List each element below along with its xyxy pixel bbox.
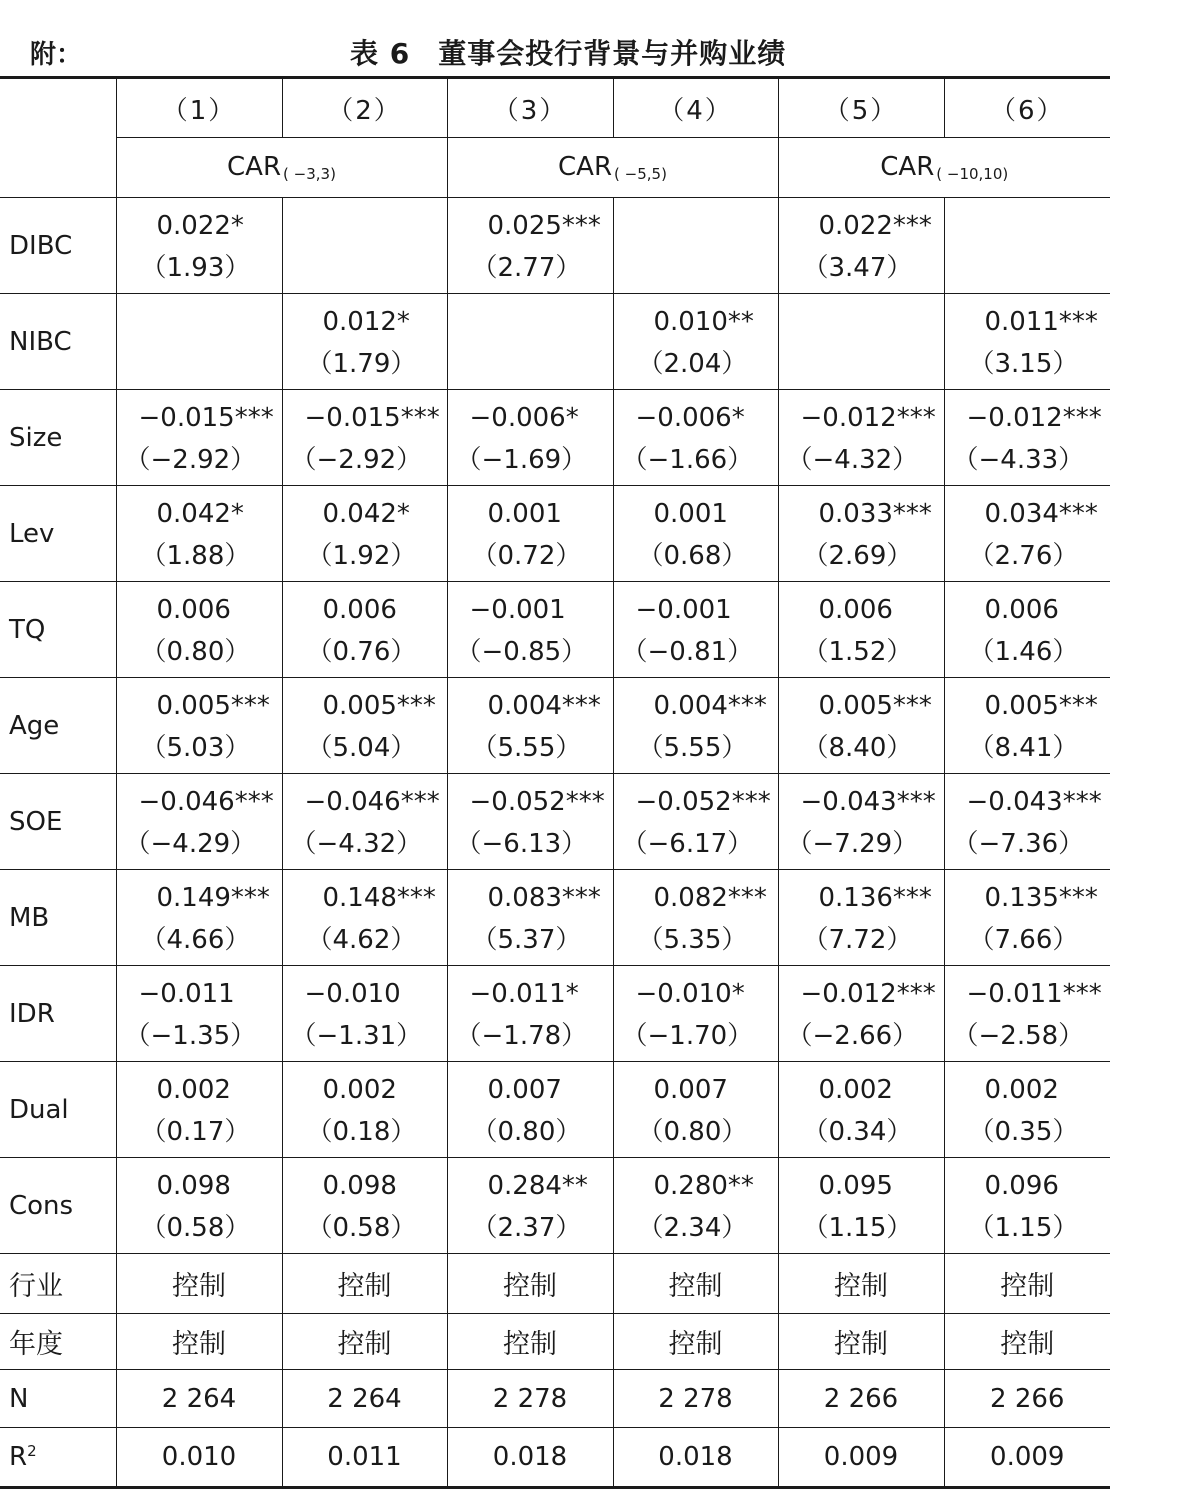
coefficient-value: 0.011*** <box>984 306 1098 337</box>
summary-value: 0.009 <box>944 1428 1110 1488</box>
coefficient-cell <box>778 1158 944 1254</box>
t-statistic: （2.69） <box>802 540 913 571</box>
coefficient-cell <box>613 1158 778 1254</box>
coefficient-value: 0.095 <box>818 1170 893 1201</box>
coefficient-cell <box>116 486 282 582</box>
coefficient-value: −0.015*** <box>138 402 274 433</box>
coefficient-cell <box>116 390 282 486</box>
dependent-var-car-5 <box>447 138 778 198</box>
t-statistic: （0.18） <box>306 1116 417 1147</box>
coefficient-value: −0.010 <box>304 978 401 1009</box>
coefficient-value: 0.098 <box>322 1170 397 1201</box>
variable-label: Lev <box>0 486 116 582</box>
t-statistic: （2.37） <box>471 1212 582 1243</box>
coefficient-cell <box>778 486 944 582</box>
t-statistic: （−1.70） <box>621 1020 754 1051</box>
coefficient-cell <box>282 198 447 294</box>
variable-row <box>0 294 1110 390</box>
coefficient-cell <box>447 966 613 1062</box>
summary-value: 控制 <box>282 1254 447 1314</box>
coefficient-value: 0.005*** <box>818 690 932 721</box>
coefficient-cell <box>282 390 447 486</box>
coefficient-cell <box>447 390 613 486</box>
summary-row <box>0 1428 1110 1488</box>
column-header: （2） <box>282 78 447 138</box>
variable-label: DIBC <box>0 198 116 294</box>
header-corner <box>0 78 116 198</box>
t-statistic: （0.58） <box>306 1212 417 1243</box>
dependent-var-car-3 <box>116 138 447 198</box>
summary-value: 0.011 <box>282 1428 447 1488</box>
summary-label-text: 年度 <box>9 1329 63 1360</box>
t-statistic: （1.15） <box>968 1212 1079 1243</box>
summary-row <box>0 1314 1110 1370</box>
summary-row <box>0 1254 1110 1314</box>
summary-value: 2 266 <box>944 1370 1110 1428</box>
coefficient-cell <box>944 774 1110 870</box>
table-label: 表 6 <box>350 37 411 70</box>
coefficient-value: −0.001 <box>635 594 732 625</box>
coefficient-cell <box>778 966 944 1062</box>
summary-value: 0.010 <box>116 1428 282 1488</box>
coefficient-cell <box>282 1062 447 1158</box>
coefficient-value: 0.098 <box>156 1170 231 1201</box>
event-window: ( −5,5) <box>614 165 667 183</box>
t-statistic: （0.80） <box>140 636 251 667</box>
t-statistic: （5.55） <box>637 732 748 763</box>
column-header: （4） <box>613 78 778 138</box>
table-title <box>340 32 786 72</box>
summary-value: 2 278 <box>613 1370 778 1428</box>
coefficient-cell <box>613 1062 778 1158</box>
coefficient-value: −0.015*** <box>304 402 440 433</box>
t-statistic: （−6.13） <box>455 828 588 859</box>
summary-label-text: 行业 <box>9 1271 63 1302</box>
coefficient-value: 0.005*** <box>984 690 1098 721</box>
t-statistic: （4.66） <box>140 924 251 955</box>
column-number-row <box>0 78 1110 138</box>
coefficient-cell <box>944 486 1110 582</box>
t-statistic: （3.15） <box>968 348 1079 379</box>
coefficient-value: 0.005*** <box>322 690 436 721</box>
coefficient-cell <box>282 966 447 1062</box>
t-statistic: （7.66） <box>968 924 1079 955</box>
t-statistic: （−1.66） <box>621 444 754 475</box>
coefficient-value: −0.043*** <box>800 786 936 817</box>
t-statistic: （0.80） <box>471 1116 582 1147</box>
coefficient-value: −0.052*** <box>635 786 771 817</box>
summary-value: 控制 <box>944 1314 1110 1370</box>
coefficient-cell <box>944 390 1110 486</box>
t-statistic: （−4.32） <box>786 444 919 475</box>
column-header: （3） <box>447 78 613 138</box>
table-caption <box>0 0 1110 78</box>
coefficient-value: 0.005*** <box>156 690 270 721</box>
summary-value: 控制 <box>447 1254 613 1314</box>
coefficient-value: 0.034*** <box>984 498 1098 529</box>
dependent-var-row <box>0 138 1110 198</box>
coefficient-value: 0.004*** <box>653 690 767 721</box>
t-statistic: （0.35） <box>968 1116 1079 1147</box>
t-statistic: （2.76） <box>968 540 1079 571</box>
t-statistic: （2.34） <box>637 1212 748 1243</box>
t-statistic: （1.92） <box>306 540 417 571</box>
event-window: ( −10,10) <box>936 165 1009 183</box>
coefficient-value: 0.006 <box>322 594 397 625</box>
variable-row <box>0 390 1110 486</box>
coefficient-value: −0.012*** <box>800 402 936 433</box>
variable-label: MB <box>0 870 116 966</box>
t-statistic: （5.03） <box>140 732 251 763</box>
coefficient-cell <box>116 582 282 678</box>
column-header: （5） <box>778 78 944 138</box>
coefficient-value: 0.006 <box>156 594 231 625</box>
variable-row <box>0 486 1110 582</box>
coefficient-cell <box>944 966 1110 1062</box>
summary-value: 控制 <box>944 1254 1110 1314</box>
summary-value: 2 266 <box>778 1370 944 1428</box>
coefficient-cell <box>944 582 1110 678</box>
summary-value: 0.018 <box>613 1428 778 1488</box>
coefficient-cell <box>447 1062 613 1158</box>
summary-row <box>0 1370 1110 1428</box>
coefficient-value: −0.046*** <box>138 786 274 817</box>
column-header: （6） <box>944 78 1110 138</box>
t-statistic: （0.34） <box>802 1116 913 1147</box>
summary-value: 控制 <box>282 1314 447 1370</box>
coefficient-cell <box>447 294 613 390</box>
table-title-text: 董事会投行背景与并购业绩 <box>438 37 787 70</box>
coefficient-value: 0.082*** <box>653 882 767 913</box>
coefficient-value: 0.136*** <box>818 882 932 913</box>
coefficient-value: 0.033*** <box>818 498 932 529</box>
t-statistic: （−4.33） <box>952 444 1085 475</box>
variable-label: TQ <box>0 582 116 678</box>
summary-label-text: R <box>9 1442 28 1472</box>
t-statistic: （−1.69） <box>455 444 588 475</box>
coefficient-cell <box>447 1158 613 1254</box>
coefficient-cell <box>613 198 778 294</box>
t-statistic: （8.40） <box>802 732 913 763</box>
t-statistic: （−2.92） <box>124 444 257 475</box>
t-statistic: （−2.66） <box>786 1020 919 1051</box>
coefficient-cell <box>116 966 282 1062</box>
coefficient-cell <box>944 294 1110 390</box>
coefficient-value: 0.083*** <box>487 882 601 913</box>
t-statistic: （4.62） <box>306 924 417 955</box>
label-superscript: 2 <box>27 1442 37 1460</box>
coefficient-cell <box>447 678 613 774</box>
t-statistic: （0.72） <box>471 540 582 571</box>
coefficient-cell <box>613 294 778 390</box>
coefficient-cell <box>447 486 613 582</box>
coefficient-cell <box>778 390 944 486</box>
coefficient-value: −0.012*** <box>966 402 1102 433</box>
variable-row <box>0 582 1110 678</box>
coefficient-value: 0.042* <box>156 498 244 529</box>
coefficient-cell <box>778 1062 944 1158</box>
coefficient-cell <box>116 774 282 870</box>
coefficient-cell <box>282 774 447 870</box>
coefficient-cell <box>282 582 447 678</box>
coefficient-cell <box>116 1062 282 1158</box>
summary-value: 控制 <box>116 1314 282 1370</box>
t-statistic: （5.04） <box>306 732 417 763</box>
t-statistic: （0.68） <box>637 540 748 571</box>
t-statistic: （1.88） <box>140 540 251 571</box>
coefficient-value: 0.012* <box>322 306 410 337</box>
coefficient-value: 0.135*** <box>984 882 1098 913</box>
coefficient-value: 0.006 <box>818 594 893 625</box>
coefficient-value: −0.006* <box>635 402 745 433</box>
variable-row <box>0 966 1110 1062</box>
variable-row <box>0 678 1110 774</box>
t-statistic: （1.93） <box>140 252 251 283</box>
variable-label: Age <box>0 678 116 774</box>
coefficient-cell <box>944 1062 1110 1158</box>
t-statistic: （−7.36） <box>952 828 1085 859</box>
variable-row <box>0 774 1110 870</box>
coefficient-cell <box>944 198 1110 294</box>
coefficient-value: −0.010* <box>635 978 745 1009</box>
coefficient-cell <box>944 1158 1110 1254</box>
variable-label: IDR <box>0 966 116 1062</box>
summary-label <box>0 1254 116 1314</box>
t-statistic: （−6.17） <box>621 828 754 859</box>
coefficient-value: 0.022*** <box>818 210 932 241</box>
coefficient-value: −0.006* <box>469 402 579 433</box>
coefficient-cell <box>613 486 778 582</box>
coefficient-value: 0.002 <box>984 1074 1059 1105</box>
coefficient-cell <box>447 198 613 294</box>
coefficient-value: 0.025*** <box>487 210 601 241</box>
summary-value: 控制 <box>116 1254 282 1314</box>
coefficient-cell <box>778 582 944 678</box>
t-statistic: （0.58） <box>140 1212 251 1243</box>
summary-label <box>0 1428 116 1488</box>
summary-value: 控制 <box>778 1254 944 1314</box>
coefficient-value: 0.148*** <box>322 882 436 913</box>
event-window: ( −3,3) <box>283 165 336 183</box>
coefficient-cell <box>613 582 778 678</box>
t-statistic: （5.55） <box>471 732 582 763</box>
summary-label-text: N <box>9 1383 29 1414</box>
coefficient-cell <box>613 390 778 486</box>
regression-table <box>0 76 1110 1489</box>
coefficient-cell <box>778 870 944 966</box>
coefficient-cell <box>613 870 778 966</box>
coefficient-cell <box>778 198 944 294</box>
t-statistic: （5.37） <box>471 924 582 955</box>
coefficient-value: −0.043*** <box>966 786 1102 817</box>
coefficient-cell <box>613 966 778 1062</box>
coefficient-cell <box>116 294 282 390</box>
dependent-var-name: CAR <box>558 152 613 182</box>
t-statistic: （2.04） <box>637 348 748 379</box>
coefficient-cell <box>282 870 447 966</box>
summary-value: 控制 <box>613 1314 778 1370</box>
coefficient-value: 0.006 <box>984 594 1059 625</box>
coefficient-value: 0.001 <box>487 498 562 529</box>
t-statistic: （8.41） <box>968 732 1079 763</box>
summary-label <box>0 1370 116 1428</box>
summary-value: 2 264 <box>282 1370 447 1428</box>
variable-row <box>0 198 1110 294</box>
t-statistic: （−2.92） <box>290 444 423 475</box>
coefficient-cell <box>116 1158 282 1254</box>
variable-label: Size <box>0 390 116 486</box>
t-statistic: （3.47） <box>802 252 913 283</box>
summary-value: 0.018 <box>447 1428 613 1488</box>
coefficient-value: −0.001 <box>469 594 566 625</box>
dependent-var-car-10 <box>778 138 1110 198</box>
coefficient-value: 0.280** <box>653 1170 754 1201</box>
coefficient-value: 0.002 <box>818 1074 893 1105</box>
dependent-var-name: CAR <box>227 152 282 182</box>
summary-value: 控制 <box>613 1254 778 1314</box>
coefficient-value: 0.007 <box>653 1074 728 1105</box>
coefficient-cell <box>613 774 778 870</box>
coefficient-cell <box>282 678 447 774</box>
coefficient-cell <box>447 870 613 966</box>
coefficient-cell <box>282 294 447 390</box>
t-statistic: （1.46） <box>968 636 1079 667</box>
coefficient-cell <box>447 774 613 870</box>
caption-prefix: 附： <box>30 40 83 70</box>
coefficient-value: −0.046*** <box>304 786 440 817</box>
t-statistic: （−2.58） <box>952 1020 1085 1051</box>
t-statistic: （0.76） <box>306 636 417 667</box>
t-statistic: （−4.29） <box>124 828 257 859</box>
t-statistic: （2.77） <box>471 252 582 283</box>
summary-value: 控制 <box>447 1314 613 1370</box>
summary-value: 2 264 <box>116 1370 282 1428</box>
t-statistic: （−0.85） <box>455 636 588 667</box>
t-statistic: （5.35） <box>637 924 748 955</box>
variable-label: NIBC <box>0 294 116 390</box>
coefficient-value: −0.011* <box>469 978 579 1009</box>
variable-label: Cons <box>0 1158 116 1254</box>
t-statistic: （1.15） <box>802 1212 913 1243</box>
coefficient-value: −0.012*** <box>800 978 936 1009</box>
coefficient-value: 0.004*** <box>487 690 601 721</box>
coefficient-cell <box>778 678 944 774</box>
coefficient-value: 0.007 <box>487 1074 562 1105</box>
t-statistic: （0.80） <box>637 1116 748 1147</box>
column-header: （1） <box>116 78 282 138</box>
coefficient-cell <box>116 870 282 966</box>
coefficient-cell <box>778 774 944 870</box>
coefficient-value: −0.011*** <box>966 978 1102 1009</box>
t-statistic: （−7.29） <box>786 828 919 859</box>
coefficient-value: 0.002 <box>322 1074 397 1105</box>
summary-value: 0.009 <box>778 1428 944 1488</box>
coefficient-value: 0.096 <box>984 1170 1059 1201</box>
coefficient-cell <box>778 294 944 390</box>
coefficient-cell <box>944 678 1110 774</box>
t-statistic: （7.72） <box>802 924 913 955</box>
t-statistic: （−0.81） <box>621 636 754 667</box>
variable-label: SOE <box>0 774 116 870</box>
coefficient-value: 0.022* <box>156 210 244 241</box>
coefficient-value: −0.052*** <box>469 786 605 817</box>
coefficient-cell <box>116 678 282 774</box>
t-statistic: （−1.35） <box>124 1020 257 1051</box>
coefficient-value: 0.002 <box>156 1074 231 1105</box>
coefficient-value: −0.011 <box>138 978 235 1009</box>
coefficient-value: 0.284** <box>487 1170 588 1201</box>
summary-value: 控制 <box>778 1314 944 1370</box>
variable-row <box>0 1062 1110 1158</box>
summary-value: 2 278 <box>447 1370 613 1428</box>
coefficient-value: 0.001 <box>653 498 728 529</box>
coefficient-cell <box>944 870 1110 966</box>
coefficient-cell <box>447 582 613 678</box>
coefficient-cell <box>282 1158 447 1254</box>
variable-label: Dual <box>0 1062 116 1158</box>
t-statistic: （−4.32） <box>290 828 423 859</box>
dependent-var-name: CAR <box>880 152 935 182</box>
variable-row <box>0 870 1110 966</box>
coefficient-value: 0.042* <box>322 498 410 529</box>
t-statistic: （−1.78） <box>455 1020 588 1051</box>
coefficient-value: 0.010** <box>653 306 754 337</box>
coefficient-value: 0.149*** <box>156 882 270 913</box>
t-statistic: （1.52） <box>802 636 913 667</box>
coefficient-cell <box>282 486 447 582</box>
t-statistic: （0.17） <box>140 1116 251 1147</box>
coefficient-cell <box>116 198 282 294</box>
t-statistic: （−1.31） <box>290 1020 423 1051</box>
t-statistic: （1.79） <box>306 348 417 379</box>
variable-row <box>0 1158 1110 1254</box>
summary-label <box>0 1314 116 1370</box>
coefficient-cell <box>613 678 778 774</box>
